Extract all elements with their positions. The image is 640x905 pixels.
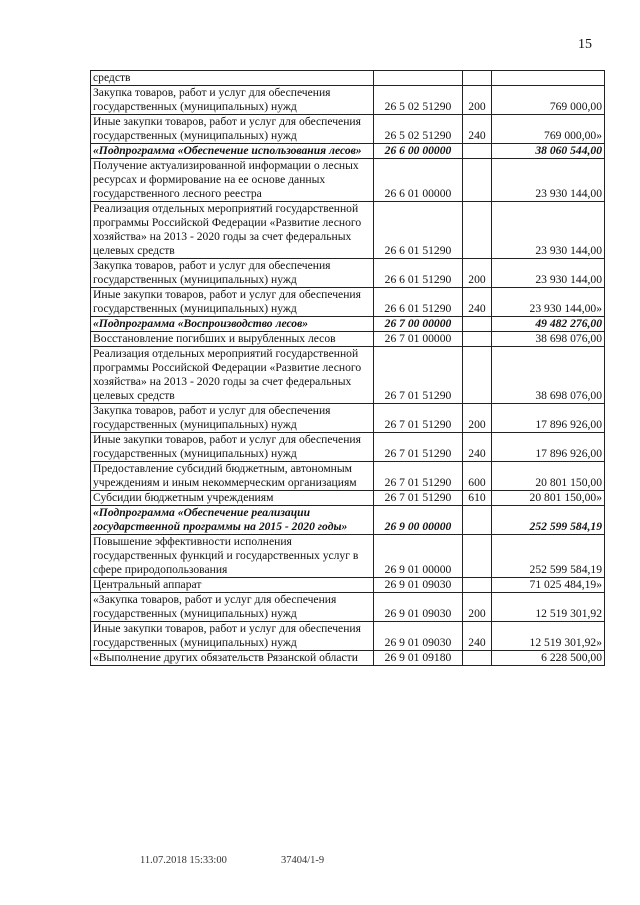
row-name-cell: Центральный аппарат [91,578,374,593]
row-sum-cell: 252 599 584,19 [492,535,605,578]
row-code-cell: 26 6 01 00000 [374,159,463,202]
row-type-cell: 200 [463,593,492,622]
row-type-cell [463,144,492,159]
row-name-cell: Иные закупки товаров, работ и услуг для обеспечения государственных (муниципальных) нужд [91,288,374,317]
row-code-cell: 26 7 01 51290 [374,462,463,491]
row-code-cell: 26 9 01 00000 [374,535,463,578]
row-type-cell: 200 [463,259,492,288]
row-code-cell: 26 5 02 51290 [374,115,463,144]
row-type-cell [463,159,492,202]
row-type-cell [463,332,492,347]
row-type-cell: 240 [463,622,492,651]
table-row [91,86,605,115]
row-type-cell: 240 [463,433,492,462]
table-row [91,115,605,144]
table-row [91,651,605,666]
row-sum-cell: 38 698 076,00 [492,332,605,347]
row-type-cell [463,71,492,86]
row-code-cell: 26 9 01 09180 [374,651,463,666]
row-code-cell: 26 7 00 00000 [374,317,463,332]
row-code-cell: 26 7 01 51290 [374,347,463,404]
row-code-cell: 26 9 01 09030 [374,593,463,622]
row-name-cell: Закупка товаров, работ и услуг для обеспечения государственных (муниципальных) нужд [91,259,374,288]
row-name-cell: Иные закупки товаров, работ и услуг для обеспечения государственных (муниципальных) нужд [91,433,374,462]
row-type-cell: 200 [463,404,492,433]
row-sum-cell: 769 000,00» [492,115,605,144]
row-name-cell: Субсидии бюджетным учреждениям [91,491,374,506]
row-type-cell [463,535,492,578]
footer-datetime: 11.07.2018 15:33:00 [140,855,227,866]
table-row [91,347,605,404]
row-code-cell: 26 6 01 51290 [374,288,463,317]
row-code-cell: 26 7 01 51290 [374,491,463,506]
row-name-cell: Закупка товаров, работ и услуг для обеспечения государственных (муниципальных) нужд [91,86,374,115]
row-name-cell: «Подпрограмма «Обеспечение использования лесов» [91,144,374,159]
table-row [91,404,605,433]
table-row [91,332,605,347]
row-sum-cell: 23 930 144,00 [492,259,605,288]
row-sum-cell: 71 025 484,19» [492,578,605,593]
table-row [91,506,605,535]
row-sum-cell: 769 000,00 [492,86,605,115]
row-sum-cell: 20 801 150,00» [492,491,605,506]
row-name-cell: Восстановление погибших и вырубленных лесов [91,332,374,347]
row-code-cell: 26 5 02 51290 [374,86,463,115]
table-row [91,433,605,462]
row-code-cell: 26 6 01 51290 [374,202,463,259]
table-row [91,622,605,651]
row-type-cell [463,506,492,535]
row-sum-cell: 12 519 301,92 [492,593,605,622]
row-sum-cell: 38 698 076,00 [492,347,605,404]
row-sum-cell: 6 228 500,00 [492,651,605,666]
row-type-cell [463,202,492,259]
row-name-cell: Иные закупки товаров, работ и услуг для обеспечения государственных (муниципальных) нужд [91,622,374,651]
row-sum-cell: 23 930 144,00 [492,202,605,259]
table-row [91,491,605,506]
table-row [91,144,605,159]
row-code-cell [374,71,463,86]
row-type-cell [463,651,492,666]
row-name-cell: «Подпрограмма «Обеспечение реализации государственной программы на 2015 - 2020 годы» [91,506,374,535]
row-code-cell: 26 6 00 00000 [374,144,463,159]
row-type-cell: 610 [463,491,492,506]
row-name-cell: средств [91,71,374,86]
row-type-cell: 200 [463,86,492,115]
row-code-cell: 26 9 00 00000 [374,506,463,535]
page-number: 15 [578,37,592,52]
table-row [91,578,605,593]
table-row [91,159,605,202]
table-row [91,535,605,578]
table-row [91,202,605,259]
row-name-cell: Иные закупки товаров, работ и услуг для обеспечения государственных (муниципальных) нужд [91,115,374,144]
row-name-cell: «Подпрограмма «Воспроизводство лесов» [91,317,374,332]
row-code-cell: 26 7 01 51290 [374,404,463,433]
row-sum-cell: 49 482 276,00 [492,317,605,332]
row-type-cell [463,578,492,593]
row-type-cell [463,347,492,404]
row-code-cell: 26 9 01 09030 [374,578,463,593]
row-type-cell: 600 [463,462,492,491]
row-type-cell: 240 [463,288,492,317]
row-sum-cell: 23 930 144,00» [492,288,605,317]
row-sum-cell: 252 599 584,19 [492,506,605,535]
table-row [91,317,605,332]
row-name-cell: «Выполнение других обязательств Рязанской области [91,651,374,666]
budget-table-body [91,71,605,666]
row-sum-cell: 12 519 301,92» [492,622,605,651]
row-code-cell: 26 6 01 51290 [374,259,463,288]
row-sum-cell: 20 801 150,00 [492,462,605,491]
row-type-cell: 240 [463,115,492,144]
row-name-cell: «Закупка товаров, работ и услуг для обеспечения государственных (муниципальных) нужд [91,593,374,622]
row-type-cell [463,317,492,332]
row-sum-cell: 17 896 926,00 [492,433,605,462]
row-code-cell: 26 7 01 51290 [374,433,463,462]
row-name-cell: Повышение эффективности исполнения государственных функций и государственных услуг в сфере природопользования [91,535,374,578]
table-row [91,462,605,491]
table-row [91,71,605,86]
row-name-cell: Реализация отдельных мероприятий государственной программы Российской Федерации «Развитие лесного хозяйства» на 2013 - 2020 годы за счет федеральных целевых средств [91,202,374,259]
row-code-cell: 26 9 01 09030 [374,622,463,651]
row-sum-cell [492,71,605,86]
row-name-cell: Закупка товаров, работ и услуг для обеспечения государственных (муниципальных) нужд [91,404,374,433]
row-code-cell: 26 7 01 00000 [374,332,463,347]
row-name-cell: Предоставление субсидий бюджетным, автономным учреждениям и иным некоммерческим организациям [91,462,374,491]
row-sum-cell: 23 930 144,00 [492,159,605,202]
table-row [91,259,605,288]
table-row [91,593,605,622]
row-name-cell: Получение актуализированной информации о лесных ресурсах и формирование на ее основе данных государственного лесного реестра [91,159,374,202]
footer-doc-number: 37404/1-9 [281,855,325,866]
row-name-cell: Реализация отдельных мероприятий государственной программы Российской Федерации «Развитие лесного хозяйства» на 2013 - 2020 годы за счет федеральных целевых средств [91,347,374,404]
row-sum-cell: 17 896 926,00 [492,404,605,433]
table-row [91,288,605,317]
row-sum-cell: 38 060 544,00 [492,144,605,159]
budget-table [90,70,605,666]
